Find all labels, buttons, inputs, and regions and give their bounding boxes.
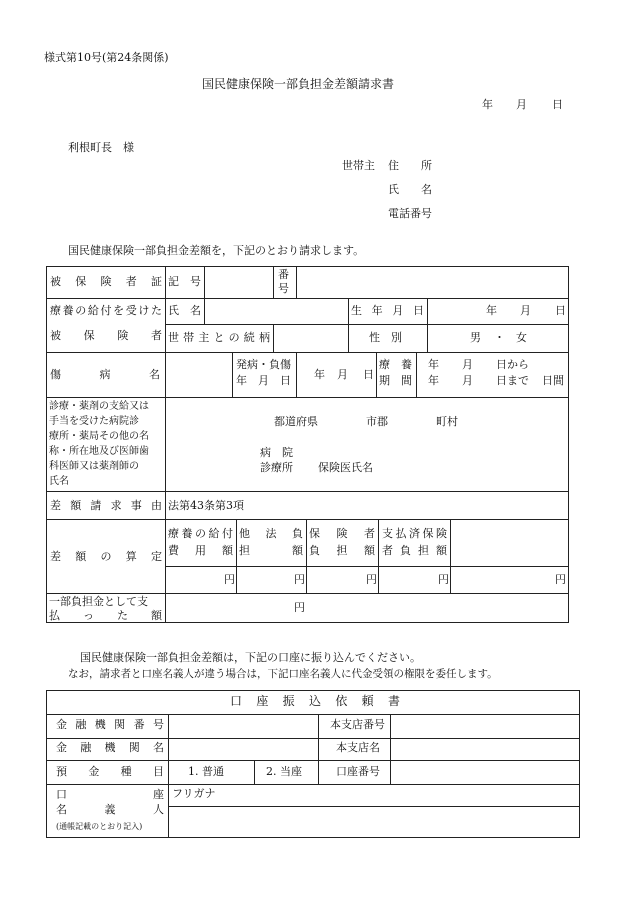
town-label: 町村 <box>436 415 458 428</box>
account-holder-note: (通帳記載のとおり記入) <box>56 822 143 831</box>
date-day-label: 日 <box>552 98 563 111</box>
intro-text: 国民健康保険一部負担金差額を，下記のとおり請求します。 <box>68 244 365 257</box>
birth-date-label: 生 年 月 日 <box>351 304 424 317</box>
sex-female-option[interactable]: 女 <box>516 331 527 344</box>
facility-label-line: 療所・薬局その他の名 <box>49 431 149 442</box>
doctor-name-label: 保険医氏名 <box>318 461 373 474</box>
bank-code-label: 金 融 機 関 番 号 <box>56 718 164 731</box>
yen-unit: 円 <box>294 573 305 586</box>
birth-year-label: 年 <box>486 304 497 317</box>
yen-unit: 円 <box>366 573 377 586</box>
city-label: 市郡 <box>366 415 388 428</box>
facility-label-line: 科医師又は薬剤師の <box>49 461 139 472</box>
birth-day-label: 日 <box>555 304 566 317</box>
period-days-label: 日間 <box>542 374 564 387</box>
yen-unit: 円 <box>224 573 235 586</box>
number-label-bottom: 号 <box>278 282 289 295</box>
birth-month-label: 月 <box>520 304 531 317</box>
account-number-label: 口座番号 <box>336 765 380 778</box>
onset-day-label: 日 <box>363 368 374 381</box>
number-label-top: 番 <box>278 268 289 281</box>
yen-unit: 円 <box>438 573 449 586</box>
transfer-note-2: なお，請求者と口座名義人が違う場合は，下記口座名義人に代金受領の権限を委任します。 <box>68 668 498 680</box>
benefit-recipient-label: 療 養 の 給 付 を 受 け た <box>50 304 162 317</box>
facility-label-line: 手当を受けた病院診 <box>49 416 139 427</box>
facility-label-line: 氏名 <box>49 476 69 487</box>
claim-table-border <box>46 266 569 623</box>
calc-label: 差 額 の 算 定 <box>50 550 162 563</box>
period-from-year: 年 <box>428 358 439 371</box>
calc-header-cost-2: 費 用 額 <box>168 544 233 557</box>
yen-unit: 円 <box>555 573 566 586</box>
period-label-top: 療 養 <box>379 358 412 371</box>
facility-label-line: 称・所在地及び医師歯 <box>49 446 149 457</box>
account-holder-label-2: 名 義 人 <box>56 803 164 816</box>
applicant-head-label: 世帯主 <box>342 159 375 172</box>
branch-name-label: 本支店名 <box>336 741 380 754</box>
account-holder-input[interactable] <box>170 808 578 836</box>
reason-label: 差 額 請 求 事 由 <box>50 499 162 512</box>
payment-label-top: 一部負担金として支 <box>49 595 148 608</box>
insurance-card-label: 被 保 険 者 証 <box>50 275 162 288</box>
facility-label-line: 診療・薬剤の支給又は <box>49 401 149 412</box>
calc-header-other-2: 担 額 <box>239 544 303 557</box>
period-label-bottom: 期 間 <box>379 374 412 387</box>
sex-male-option[interactable]: 男 <box>470 331 481 344</box>
account-type-ordinary[interactable]: 1. 普通 <box>188 765 224 778</box>
calc-header-insurer-2: 負 担 額 <box>309 544 375 557</box>
clinic-label: 診療所 <box>260 461 293 474</box>
period-to-year: 年 <box>428 374 439 387</box>
applicant-name-label: 氏 名 <box>388 183 432 196</box>
reason-value: 法第43条第3項 <box>168 499 244 512</box>
hospital-label: 病 院 <box>260 446 293 459</box>
branch-code-label: 本支店番号 <box>330 718 385 731</box>
furigana-label: フリガナ <box>172 787 216 800</box>
insured-person-label: 被 保 険 者 <box>50 329 162 342</box>
calc-header-paid-2: 者 負 担 額 <box>382 544 447 557</box>
sex-label: 性 別 <box>369 331 402 344</box>
period-to-month: 月 <box>462 374 473 387</box>
form-number: 様式第10号(第24条関係) <box>44 51 169 64</box>
prefecture-label: 都道府県 <box>274 415 318 428</box>
date-year-label: 年 <box>482 98 493 111</box>
transfer-title: 口 座 振 込 依 頼 書 <box>230 694 400 708</box>
account-type-label: 預 金 種 目 <box>56 765 164 778</box>
account-type-current[interactable]: 2. 当座 <box>266 765 302 778</box>
onset-label-bottom: 年 月 日 <box>236 374 291 387</box>
account-holder-label-1: 口 座 <box>56 788 164 801</box>
calc-header-cost: 療 養 の 給 付 <box>168 527 233 540</box>
onset-month-label: 月 <box>337 368 348 381</box>
bank-name-label: 金 融 機 関 名 <box>56 741 164 754</box>
payment-yen-unit: 円 <box>294 601 305 614</box>
period-to-label: 日まで <box>496 374 529 387</box>
transfer-note-1: 国民健康保険一部負担金差額は，下記の口座に振り込んでください。 <box>80 651 421 664</box>
period-from-label: 日から <box>496 358 529 371</box>
page-title: 国民健康保険一部負担金差額請求書 <box>202 77 395 91</box>
period-from-month: 月 <box>462 358 473 371</box>
payment-label-bottom: 払 っ た 額 <box>49 609 162 622</box>
calc-header-insurer: 保 険 者 <box>309 527 375 540</box>
addressee: 利根町長 様 <box>68 141 134 154</box>
relation-label: 世 帯 主 と の 続 柄 <box>168 331 270 344</box>
name-label: 氏 名 <box>168 304 201 317</box>
applicant-address-label: 住 所 <box>388 159 432 172</box>
onset-label-top: 発病・負傷 <box>236 358 291 371</box>
injury-name-label: 傷 病 名 <box>50 368 160 381</box>
date-month-label: 月 <box>516 98 527 111</box>
sex-separator: ・ <box>494 331 505 344</box>
calc-header-other: 他 法 負 <box>239 527 303 540</box>
calc-header-paid: 支 払 済 保 険 <box>382 527 447 540</box>
symbol-label: 記 号 <box>168 275 201 288</box>
applicant-phone-label: 電話番号 <box>388 207 432 220</box>
onset-year-label: 年 <box>314 368 325 381</box>
